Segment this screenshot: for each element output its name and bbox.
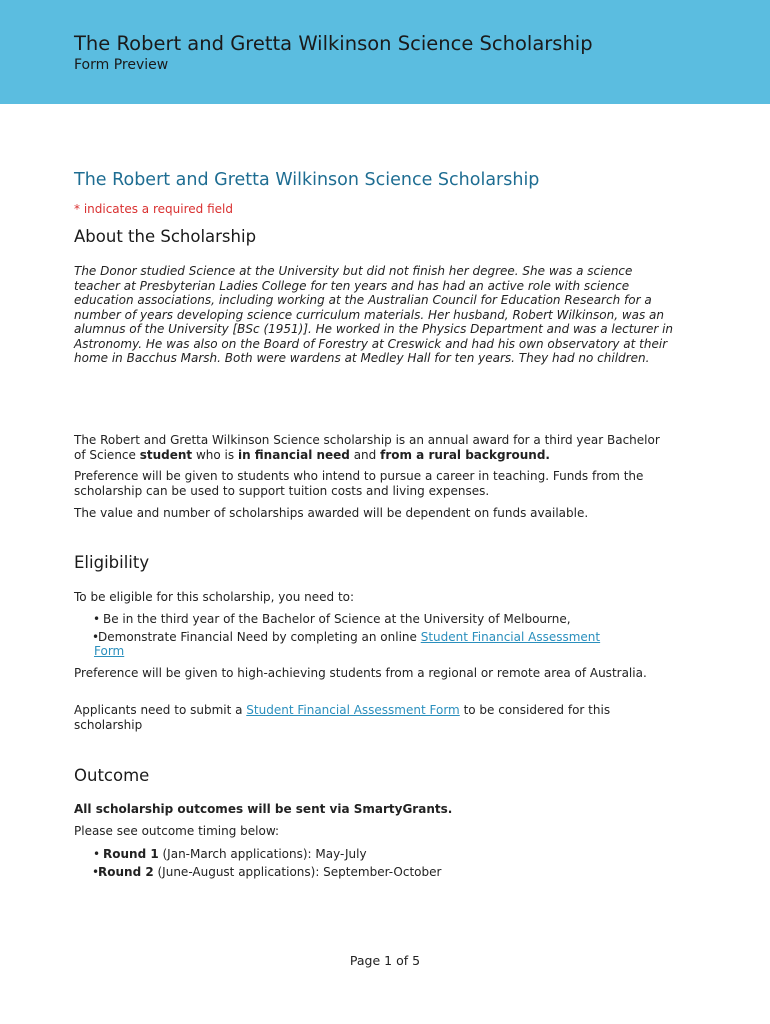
bullet-icon: • bbox=[92, 629, 100, 644]
submit-text-1: Applicants need to submit a bbox=[74, 703, 247, 717]
header-title: The Robert and Gretta Wilkinson Science Scholarship bbox=[74, 32, 593, 55]
award-text-1: The Robert and Gretta Wilkinson Science scholarship is an annual award for a third year Bachelor of Science bbox=[74, 433, 660, 462]
outcome-note: All scholarship outcomes will be sent via SmartyGrants. bbox=[74, 802, 453, 816]
outcome-timing-intro: Please see outcome timing below: bbox=[74, 824, 280, 838]
award-text-3: and bbox=[349, 447, 381, 462]
eligibility-list bbox=[74, 612, 664, 662]
about-heading: About the Scholarship bbox=[74, 227, 257, 246]
award-text-2: who is bbox=[192, 447, 238, 462]
list-item bbox=[74, 630, 664, 659]
about-value-note: The value and number of scholarships awarded will be dependent on funds available. bbox=[74, 506, 589, 520]
form-title: The Robert and Gretta Wilkinson Science Scholarship bbox=[74, 170, 540, 190]
list-item bbox=[74, 865, 664, 880]
bullet-icon: • bbox=[92, 864, 100, 879]
award-bold-student: student bbox=[139, 447, 193, 462]
submit-financial-assessment-link[interactable]: Student Financial Assessment Form bbox=[246, 703, 460, 717]
submit-text-2: to be considered for this scholarship bbox=[74, 703, 611, 732]
eligibility-item-2-text: Demonstrate Financial Need by completing an online bbox=[98, 629, 421, 644]
eligibility-intro: To be eligible for this scholarship, you need to: bbox=[74, 590, 355, 604]
list-item bbox=[74, 612, 664, 627]
bullet-icon: • bbox=[93, 847, 101, 861]
outcome-heading: Outcome bbox=[74, 766, 150, 785]
round-label: Round 2 bbox=[98, 864, 154, 879]
award-bold-financial-need: in financial need bbox=[237, 447, 350, 462]
financial-assessment-link[interactable]: Student Financial Assessment Form bbox=[94, 629, 601, 658]
round-detail: (June-August applications): September-October bbox=[153, 864, 442, 879]
eligibility-item-1: Be in the third year of the Bachelor of Science at the University of Melbourne, bbox=[103, 612, 571, 626]
list-item bbox=[74, 847, 664, 862]
required-field-note: * indicates a required field bbox=[74, 202, 233, 216]
about-intro: The Donor studied Science at the University but did not finish her degree. She was a science teacher at Presbyterian Ladies College for ten years and has had an active role with science education associations, including working at the Australian Council for Education Research for a number of years developing science curriculum materials. Her husband, Robert Wilkinson, was an alumnus of the University [BSc (1951)]. He worked in the Physics Department and was a lecturer in Astronomy. He was also on the Board of Forestry at Creswick and had his own observatory at their home in Bacchus Marsh. Both were wardens at Medley Hall for ten years. They had no children. bbox=[74, 264, 674, 365]
round-label: Round 1 bbox=[103, 847, 159, 861]
eligibility-heading: Eligibility bbox=[74, 553, 150, 572]
about-preference: Preference will be given to students who intend to pursue a career in teaching. Funds from the scholarship can be used to support tuition costs and living expenses. bbox=[74, 469, 644, 498]
bullet-icon: • bbox=[93, 612, 101, 626]
outcome-rounds-list bbox=[74, 847, 664, 882]
eligibility-submit-note bbox=[74, 703, 674, 732]
eligibility-preference: Preference will be given to high-achieving students from a regional or remote area of Australia. bbox=[74, 666, 647, 680]
award-description bbox=[74, 433, 674, 462]
round-detail: (Jan-March applications): May-July bbox=[158, 847, 367, 861]
page-header bbox=[0, 0, 770, 104]
award-bold-rural: from a rural background. bbox=[380, 447, 550, 462]
page-number: Page 1 of 5 bbox=[349, 953, 421, 968]
header-subtitle: Form Preview bbox=[74, 57, 169, 73]
